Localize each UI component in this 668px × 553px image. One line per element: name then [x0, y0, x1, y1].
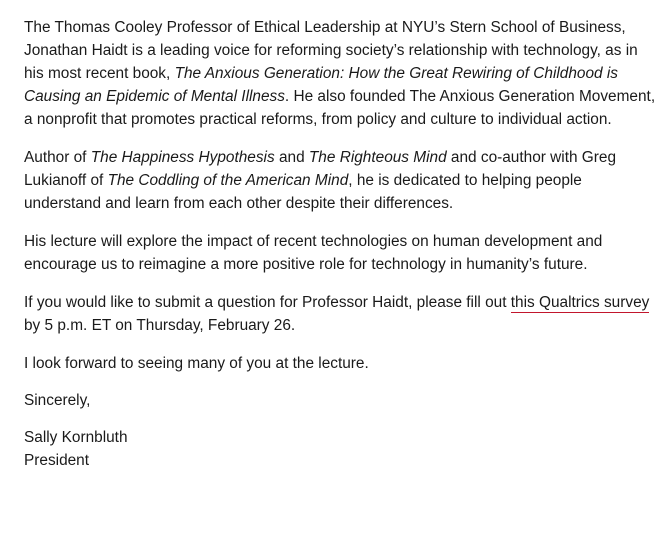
bio-text-start: The Thomas Cooley Professor of Ethical Leadership at NYU’s Stern School of Business, Jonathan Haidt is a leading voice for reforming society’s relationship with technology, as in his most recent book,: [24, 19, 638, 82]
question-text-end: by 5 p.m. ET on Thursday, February 26.: [24, 317, 296, 334]
author-text-4: , he is dedicated to helping people understand and learn from each other despite their differences.: [24, 172, 582, 212]
bio-text-end: . He also founded The Anxious Generation Movement, a nonprofit that promotes practical reforms, from policy and culture to individual action.: [24, 88, 656, 128]
paragraph-author: [24, 146, 660, 215]
paragraph-forward: I look forward to seeing many of you at the lecture.: [24, 355, 369, 372]
qualtrics-survey-link[interactable]: this Qualtrics survey: [510, 294, 650, 311]
book-title-happiness-hypothesis: The Happiness Hypothesis: [90, 149, 275, 166]
letter-body: [24, 16, 660, 472]
paragraph-lecture: His lecture will explore the impact of recent technologies on human development and encourage us to reimagine a more positive role for technology in humanity’s future.: [24, 233, 603, 273]
paragraph-bio: [24, 16, 660, 131]
author-text-1: Author of: [24, 149, 91, 166]
signer-title: President: [24, 452, 90, 469]
closing: Sincerely,: [24, 392, 91, 409]
signer-name: Sally Kornbluth: [24, 429, 128, 446]
author-text-3: and co-author with Greg Lukianoff of: [24, 149, 617, 189]
author-text-2: and: [274, 149, 309, 166]
book-title-righteous-mind: The Righteous Mind: [308, 149, 447, 166]
book-title-anxious-generation: The Anxious Generation: How the Great Rewiring of Childhood is Causing an Epidemic of Mental Illness: [24, 65, 618, 105]
book-title-coddling: The Coddling of the American Mind: [107, 172, 349, 189]
question-text-start: If you would like to submit a question for Professor Haidt, please fill out: [24, 294, 511, 311]
paragraph-question: [24, 291, 660, 337]
